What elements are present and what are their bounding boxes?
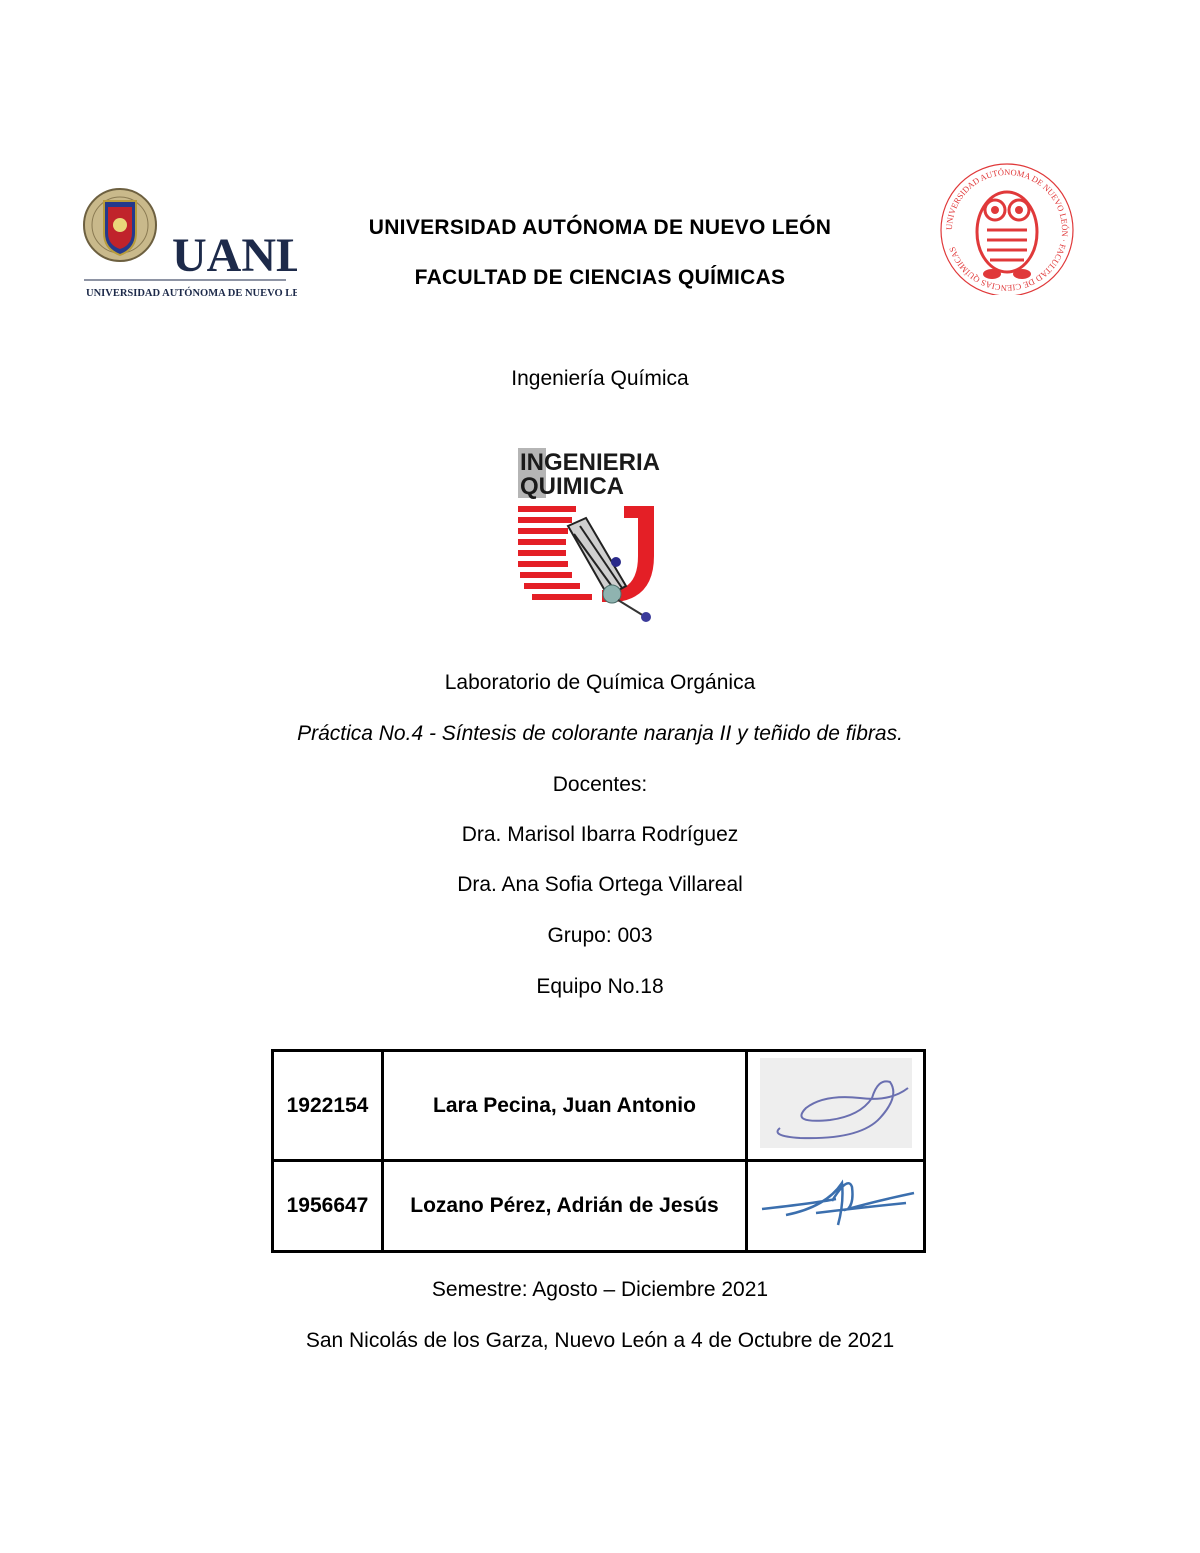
signature-image bbox=[760, 1058, 912, 1148]
table-row bbox=[273, 1051, 925, 1161]
place-date: San Nicolás de los Garza, Nuevo León a 4 de Octubre de 2021 bbox=[305, 1329, 895, 1352]
signature-image bbox=[756, 1163, 916, 1243]
iq-logo-line1: INGENIERIA bbox=[520, 449, 661, 476]
seal-ring-text: UNIVERSIDAD AUTÓNOMA DE NUEVO LEÓN · FACULTAD DE CIENCIAS QUÍMICAS bbox=[943, 166, 1071, 294]
uanl-subtitle: UNIVERSIDAD AUTÓNOMA DE NUEVO LEÓN bbox=[86, 288, 297, 299]
equipo: Equipo No.18 bbox=[536, 975, 664, 998]
student-id: 1956647 bbox=[273, 1161, 383, 1252]
iq-logo-line2: QUIMICA bbox=[520, 473, 624, 500]
ingenieria-quimica-logo bbox=[516, 446, 691, 626]
signature-cell bbox=[747, 1161, 925, 1252]
student-name: Lara Pecina, Juan Antonio bbox=[383, 1051, 747, 1161]
team-table bbox=[271, 1049, 926, 1253]
university-name: UNIVERSIDAD AUTÓNOMA DE NUEVO LEÓN bbox=[368, 216, 832, 239]
faculty-name: FACULTAD DE CIENCIAS QUÍMICAS bbox=[414, 266, 786, 289]
docentes-label: Docentes: bbox=[552, 773, 648, 796]
docente-2: Dra. Ana Sofia Ortega Villareal bbox=[457, 873, 743, 896]
semester: Semestre: Agosto – Diciembre 2021 bbox=[431, 1278, 769, 1301]
grupo: Grupo: 003 bbox=[547, 924, 653, 947]
signature-cell bbox=[747, 1051, 925, 1161]
uanl-wordmark: UANL bbox=[172, 229, 297, 282]
career-title: Ingeniería Química bbox=[511, 367, 689, 390]
student-id: 1922154 bbox=[273, 1051, 383, 1161]
fcq-seal-logo bbox=[932, 160, 1082, 295]
practice-title: Práctica No.4 - Síntesis de colorante naranja II y teñido de fibras. bbox=[297, 722, 903, 745]
student-name: Lozano Pérez, Adrián de Jesús bbox=[383, 1161, 747, 1252]
docente-1: Dra. Marisol Ibarra Rodríguez bbox=[461, 823, 739, 846]
table-row bbox=[273, 1161, 925, 1252]
lab-name: Laboratorio de Química Orgánica bbox=[444, 671, 756, 694]
